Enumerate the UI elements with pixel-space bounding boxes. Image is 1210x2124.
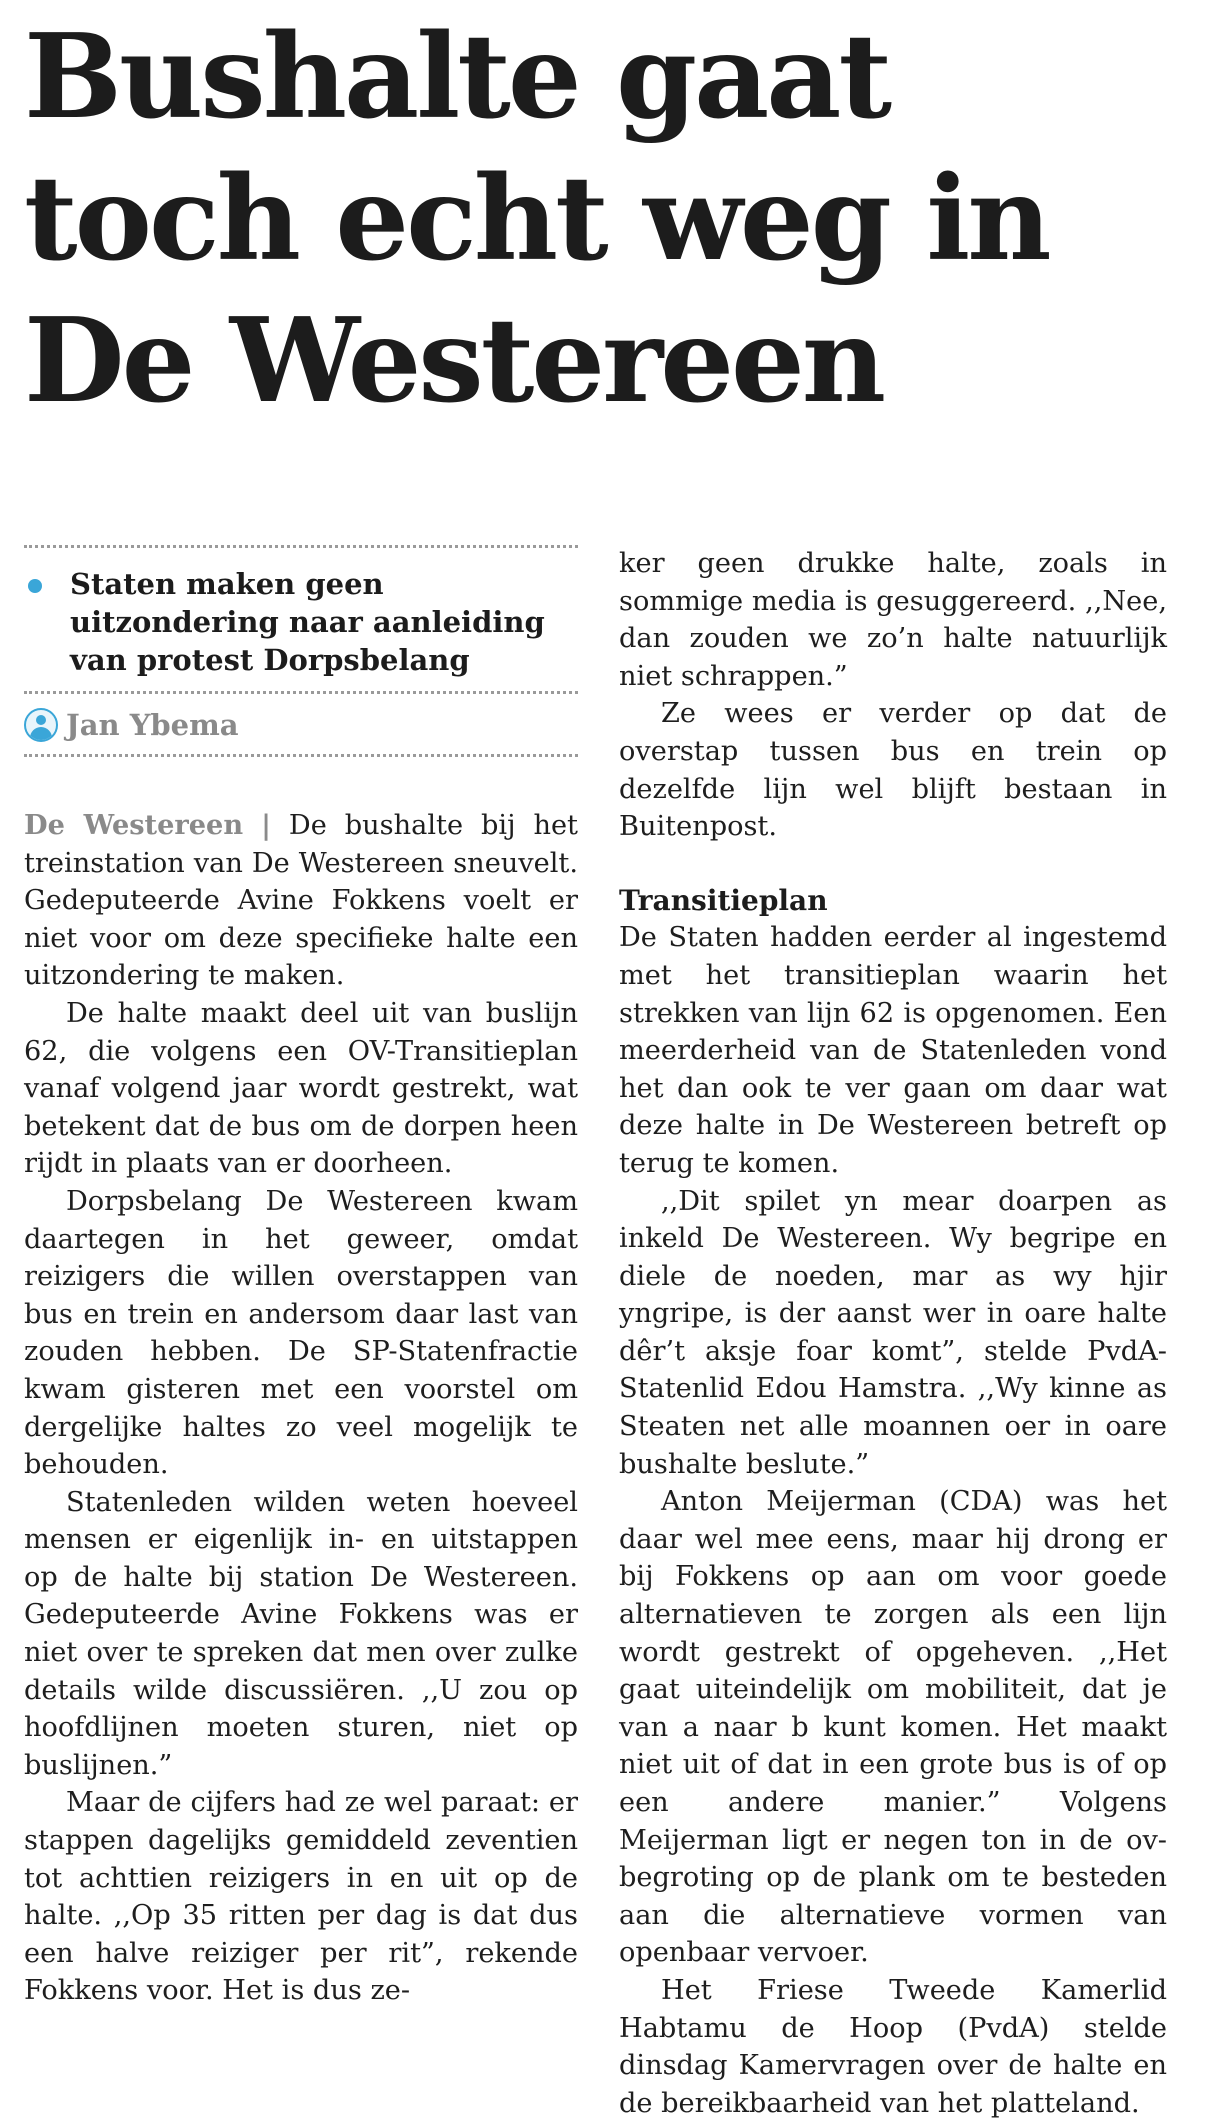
- author-name: Jan Ybema: [66, 708, 239, 742]
- paragraph: Anton Meijerman (CDA) was het daar wel mee eens, maar hij drong er bij Fokkens op aan om voor goede alternatieven te zorgen als een lijn wordt gestrekt of opgeheven. ,,Het gaat uiteindelijk om mobiliteit, dat je van a naar b kunt komen. Het maakt niet uit of dat in een grote bus is of op een andere manier.” Volgens Meijerman ligt er negen ton in de ov-begroting op de plank om te besteden aan die alternatieve vormen van openbaar vervoer.: [619, 1486, 1167, 1969]
- intro-text: Staten maken geen uitzondering naar aanleiding van protest Dorpsbelang: [70, 567, 545, 677]
- paragraph: Maar de cijfers had ze wel paraat: er stappen dagelijks gemiddeld zeventien tot achttien reizigers in en uit op de halte. ,,Op 35 ritten per dag is dat dus een halve reiziger per rit”, rekende Fokkens voor. Het is dus ze-: [24, 1787, 578, 2007]
- paragraph: Statenleden wilden weten hoeveel mensen er eigenlijk in- en uitstappen op de halte bij station De Westereen. Gedeputeerde Avine Fokkens was er niet over te spreken dat men over zulke details wilde discussiëren. ,,U zou op hoofdlijnen moeten sturen, niet op buslijnen.”: [24, 1486, 578, 1781]
- paragraph: Dorpsbelang De Westereen kwam daartegen in het geweer, omdat reizigers die willen overstappen van bus en trein en andersom daar last van zouden hebben. De SP-Statenfractie kwam gisteren met een voorstel om dergelijke haltes zo veel mogelijk te behouden.: [24, 1185, 578, 1481]
- left-column: [24, 545, 578, 2010]
- subheading: Transitieplan: [619, 883, 828, 917]
- dateline-separator: |: [261, 809, 271, 841]
- divider-bottom: [24, 754, 578, 757]
- user-avatar-icon: [24, 708, 58, 742]
- paragraph: De Staten hadden eerder al ingestemd met het transitieplan waarin het strekken van lijn 62 is opgenomen. Een meerderheid van de Statenleden vond het dan ook te ver gaan om daar wat deze halte in De Westereen betreft op terug te komen.: [619, 922, 1167, 1179]
- bullet-dot-icon: [28, 579, 42, 593]
- paragraph: ,,Dit spilet yn mear doarpen as inkeld De Westereen. Wy begripe en diele de noeden, mar as wy hjir yngripe, is der aanst wer in oare halte dêr’t aksje foar komt”, stelde PvdA-Statenlid Edou Hamstra. ,,Wy kinne as Steaten net alle moannen oer in oare bushalte beslute.”: [619, 1185, 1167, 1480]
- paragraph: ker geen drukke halte, zoals in sommige media is gesuggereerd. ,,Nee, dan zouden we zo’n halte natuurlijk niet schrappen.”: [619, 548, 1167, 692]
- paragraph: De halte maakt deel uit van buslijn 62, die volgens een OV-Transitieplan vanaf volgend jaar wordt gestrekt, wat betekent dat de bus om de dorpen heen rijdt in plaats van er doorheen.: [24, 997, 578, 1180]
- article-body-left: [24, 807, 578, 2010]
- intro-block: [24, 548, 578, 691]
- paragraph: Het Friese Tweede Kamerlid Habtamu de Hoop (PvdA) stelde dinsdag Kamervragen over de halte en de bereikbaarheid van het platteland.: [619, 1974, 1167, 2119]
- paragraph: De Westereen | De bushalte bij het treinstation van De Westereen sneuvelt. Gedeputeerde Avine Fokkens voelt er niet voor om deze specifieke halte een uitzondering te maken.: [24, 809, 578, 992]
- article-body-right: [619, 545, 1167, 2122]
- dateline: De Westereen: [24, 809, 244, 841]
- byline: [24, 694, 578, 754]
- paragraph: Ze wees er verder op dat de overstap tussen bus en trein op dezelfde lijn wel blijft bestaan in Buitenpost.: [619, 698, 1167, 843]
- headline: Bushalte gaat toch echt weg in De Westereen: [24, 9, 1049, 429]
